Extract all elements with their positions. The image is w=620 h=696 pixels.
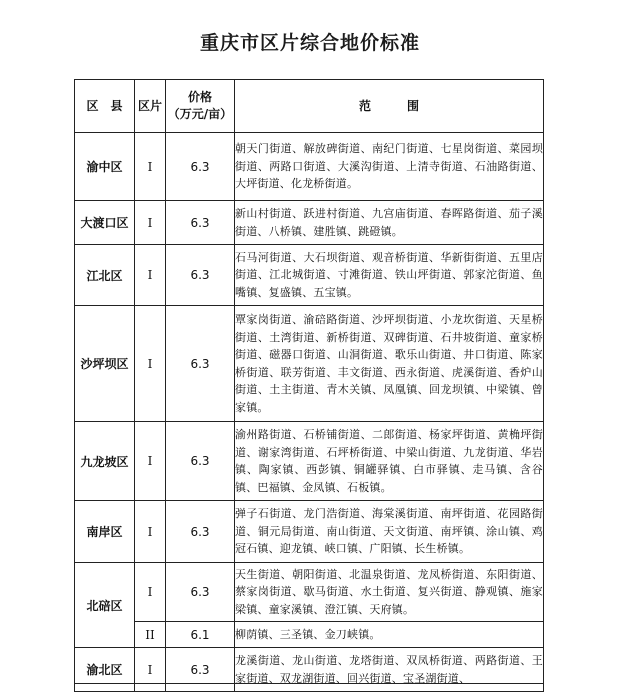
price-cell: 6.3 <box>166 245 235 306</box>
price-cell: 6.3 <box>166 201 235 245</box>
zone-cell: I <box>135 563 166 622</box>
range-cell: 覃家岗街道、渝碚路街道、沙坪坝街道、小龙坎街道、天星桥街道、土湾街道、新桥街道、双碑街道、石井坡街道、童家桥街道、磁器口街道、山洞街道、歌乐山街道、井口街道、陈家桥街道、联芳街道、丰文街道、西永街道、虎溪街道、香炉山街道、土主街道、青木关镇、凤凰镇、回龙坝镇、中梁镇、曾家镇。 <box>235 306 544 422</box>
price-cell: 6.3 <box>166 133 235 201</box>
header-range: 范 围 <box>235 80 544 133</box>
price-cell: 6.1 <box>166 622 235 648</box>
table-row <box>75 648 544 692</box>
range-cell: 弹子石街道、龙门浩街道、海棠溪街道、南坪街道、花园路街道、铜元局街道、南山街道、天文街道、南坪镇、涂山镇、鸡冠石镇、迎龙镇、峡口镇、广阳镇、长生桥镇。 <box>235 501 544 563</box>
range-cell: 龙溪街道、龙山街道、龙塔街道、双凤桥街道、两路街道、王家街道、双龙湖街道、回兴街道、宝圣湖街道、 <box>235 648 544 692</box>
zone-cell: I <box>135 648 166 692</box>
price-cell: 6.3 <box>166 306 235 422</box>
county-cell: 九龙坡区 <box>75 422 135 501</box>
table-row <box>75 245 544 306</box>
table-row <box>75 563 544 622</box>
header-zone: 区片 <box>135 80 166 133</box>
county-cell: 大渡口区 <box>75 201 135 245</box>
header-price: 价格 （万元/亩） <box>166 80 235 133</box>
county-cell: 江北区 <box>75 245 135 306</box>
county-cell: 沙坪坝区 <box>75 306 135 422</box>
price-cell: 6.3 <box>166 501 235 563</box>
county-cell: 北碚区 <box>75 563 135 648</box>
range-cell: 石马河街道、大石坝街道、观音桥街道、华新街街道、五里店街道、江北城街道、寸滩街道、铁山坪街道、郭家沱街道、鱼嘴镇、复盛镇、五宝镇。 <box>235 245 544 306</box>
county-cell: 渝中区 <box>75 133 135 201</box>
table-row <box>75 622 544 648</box>
zone-cell: I <box>135 501 166 563</box>
range-cell: 柳荫镇、三圣镇、金刀峡镇。 <box>235 622 544 648</box>
county-cell: 南岸区 <box>75 501 135 563</box>
table-row <box>75 501 544 563</box>
range-cell: 天生街道、朝阳街道、北温泉街道、龙凤桥街道、东阳街道、蔡家岗街道、歇马街道、水土街道、复兴街道、静观镇、施家梁镇、童家溪镇、澄江镇、天府镇。 <box>235 563 544 622</box>
bottom-divider <box>74 683 543 684</box>
table-row <box>75 422 544 501</box>
range-cell: 新山村街道、跃进村街道、九宫庙街道、春晖路街道、茄子溪街道、八桥镇、建胜镇、跳磴镇。 <box>235 201 544 245</box>
range-cell: 朝天门街道、解放碑街道、南纪门街道、七星岗街道、菜园坝街道、两路口街道、大溪沟街道、上清寺街道、石油路街道、大坪街道、化龙桥街道。 <box>235 133 544 201</box>
table-row <box>75 201 544 245</box>
zone-cell: I <box>135 422 166 501</box>
land-price-table <box>74 79 544 692</box>
range-cell: 渝州路街道、石桥铺街道、二郎街道、杨家坪街道、黄桷坪街道、谢家湾街道、石坪桥街道、中梁山街道、九龙街道、华岩镇、陶家镇、西彭镇、铜罐驿镇、白市驿镇、走马镇、含谷镇、巴福镇、金凤镇、石板镇。 <box>235 422 544 501</box>
header-county: 区 县 <box>75 80 135 133</box>
table-header-row <box>75 80 544 133</box>
zone-cell: II <box>135 622 166 648</box>
county-cell: 渝北区 <box>75 648 135 692</box>
table-row <box>75 306 544 422</box>
zone-cell: I <box>135 245 166 306</box>
price-cell: 6.3 <box>166 648 235 692</box>
zone-cell: I <box>135 133 166 201</box>
zone-cell: I <box>135 306 166 422</box>
document-title: 重庆市区片综合地价标准 <box>199 32 420 54</box>
price-cell: 6.3 <box>166 422 235 501</box>
zone-cell: I <box>135 201 166 245</box>
price-cell: 6.3 <box>166 563 235 622</box>
table-row <box>75 133 544 201</box>
